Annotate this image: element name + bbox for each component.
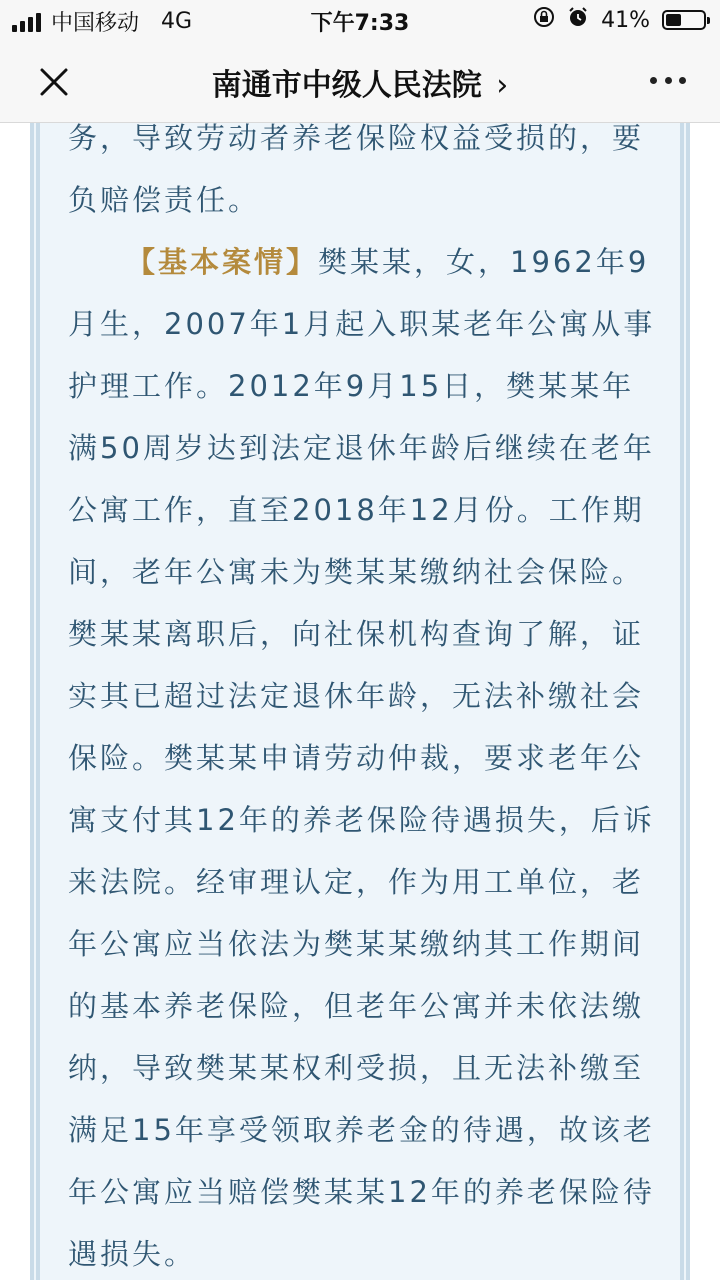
carrier-name: 中国移动 [51, 11, 140, 36]
page-title-text: 南通市中级人民法院 [211, 68, 482, 103]
case-text: 樊某某，女，1962年9月生，2007年1月起入职某老年公寓从事护理工作。2012年9月15日，樊某某年满50周岁达到法定退休年龄后继续在老年公寓工作，直至2018年12月份。工作期间，老年公寓未为樊某某缴纳社会保险。樊某某离职后，向社保机构查询了解，证实其已超过法定退休年龄，无法补缴社会保险。樊某某申请劳动仲裁，要求老年公寓支付其12年的养老保险待遇损失，后诉来法院。经审理认定，作为用工单位，老年公寓应当依法为樊某某缴纳其工作期间的基本养老保险，但老年公寓并未依法缴纳，导致樊某某权利受损，且无法补缴至满足15年享受领取养老金的待遇，故该老年公寓应当赔偿樊某某12年的养老保险待遇损失。 [68, 245, 656, 1271]
clock: 下午7:33 [310, 11, 410, 36]
more-dot [665, 77, 672, 84]
case-paragraph [68, 231, 658, 1280]
article-content[interactable] [0, 123, 720, 1280]
intro-paragraph-tail: 务，导致劳动者养老保险权益受损的，要负赔偿责任。 [68, 123, 645, 217]
more-dot [679, 77, 686, 84]
battery-fill [666, 14, 681, 26]
nav-bar [0, 40, 720, 123]
more-dot [650, 77, 657, 84]
article-body [68, 123, 658, 1280]
page-title[interactable] [0, 60, 720, 104]
status-bar [0, 0, 720, 40]
chevron-right-icon: › [496, 68, 509, 103]
status-right [533, 6, 706, 34]
screen-lock-icon [533, 6, 555, 34]
battery-percent: 41% [601, 7, 650, 33]
case-heading-label: 【基本案情】 [126, 245, 319, 279]
more-button[interactable] [650, 68, 686, 92]
battery-icon [662, 10, 706, 30]
network-type: 4G [161, 9, 193, 34]
alarm-icon [567, 6, 589, 34]
